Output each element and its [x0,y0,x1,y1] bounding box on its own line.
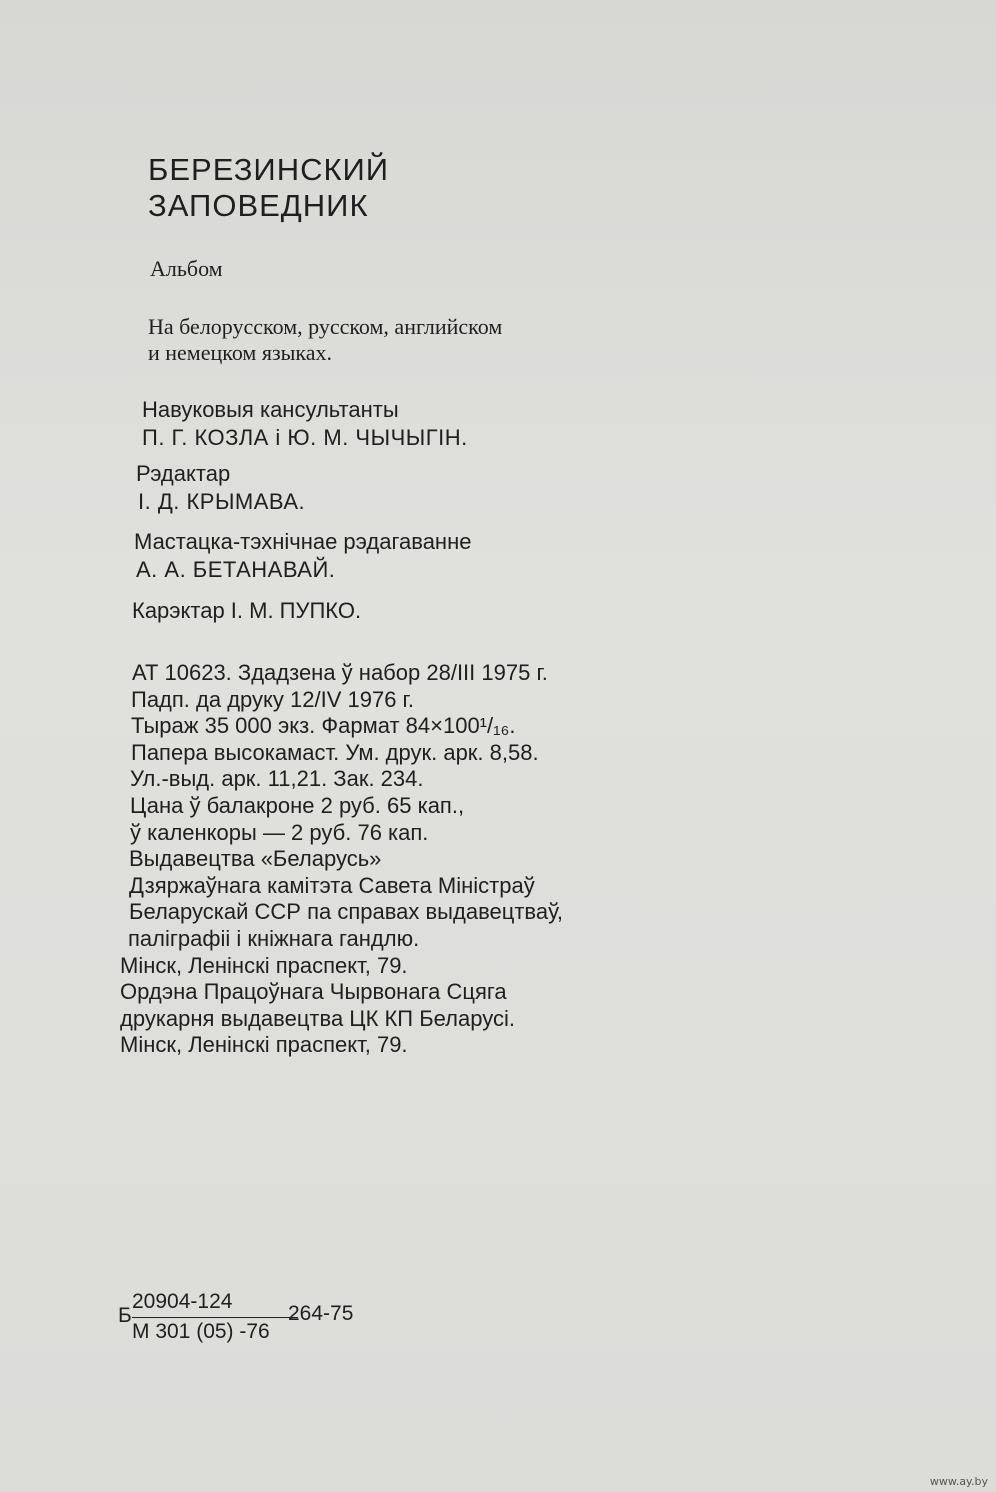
imprint-block [120,660,563,1059]
tech-editor-block [134,528,471,584]
consultants-block [142,396,468,452]
languages-line-2: и немецком языках. [148,340,333,365]
imprint-line: друкарня выдавецтва ЦК КП Беларусі. [120,1005,515,1031]
title-line-2: ЗАПОВЕДНИК [148,188,369,223]
tech-editor-name: А. А. БЕТАНАВАЙ. [136,557,336,582]
subtitle: Альбом [150,256,223,281]
imprint-line: Папера высокамаст. Ум. друк. арк. 8,58. [131,739,539,765]
tech-editor-label: Мастацка-тэхнічнае рэдагаванне [134,529,472,554]
imprint-line: Ордэна Працоўнага Чырвонага Сцяга [120,979,507,1005]
code-side: 264-75 [288,1302,354,1325]
watermark: www.ay.by [929,1475,988,1488]
book-title [148,152,389,224]
consultants-names: П. Г. КОЗЛА і Ю. М. ЧЫЧЫГІН. [142,425,468,450]
editor-label: Рэдактар [136,461,231,486]
code-letter: Б [118,1304,132,1327]
imprint-line: Тыраж 35 000 экз. Фармат 84×100¹/₁₆. [131,713,516,739]
consultants-label: Навуковыя кансультанты [142,397,399,422]
imprint-line: ў каленкоры — 2 руб. 76 кап. [130,819,429,845]
editor-block [136,460,305,516]
editor-name: І. Д. КРЫМАВА. [138,489,306,514]
imprint-line: Цана ў балакроне 2 руб. 65 кап., [130,792,465,818]
languages-line-1: На белорусском, русском, английском [148,314,503,339]
imprint-line: Выдавецтва «Беларусь» [129,846,382,872]
code-denominator: М 301 (05) -76 [132,1320,270,1343]
imprint-line: Мінск, Ленінскі праспект, 79. [120,952,408,978]
imprint-line: Мінск, Ленінскі праспект, 79. [120,1032,408,1058]
imprint-line: Падп. да друку 12/IV 1976 г. [131,686,415,712]
imprint-line: Ул.-выд. арк. 11,21. Зак. 234. [130,766,424,792]
code-numerator: 20904-124 [132,1290,233,1313]
fraction-line [132,1317,298,1318]
languages-note [148,314,502,366]
imprint-line: Беларускай ССР па справах выдавецтваў, [129,899,564,925]
imprint-line: Дзяржаўнага камітэта Савета Міністраў [129,872,535,898]
imprint-line: паліграфіі і кніжнага гандлю. [128,925,420,951]
title-line-1: БЕРЕЗИНСКИЙ [148,152,390,187]
imprint-line: АТ 10623. Здадзена ў набор 28/ІІІ 1975 г. [132,660,548,685]
proofreader: Карэктар І. М. ПУПКО. [132,598,362,623]
catalog-code [118,1290,418,1350]
